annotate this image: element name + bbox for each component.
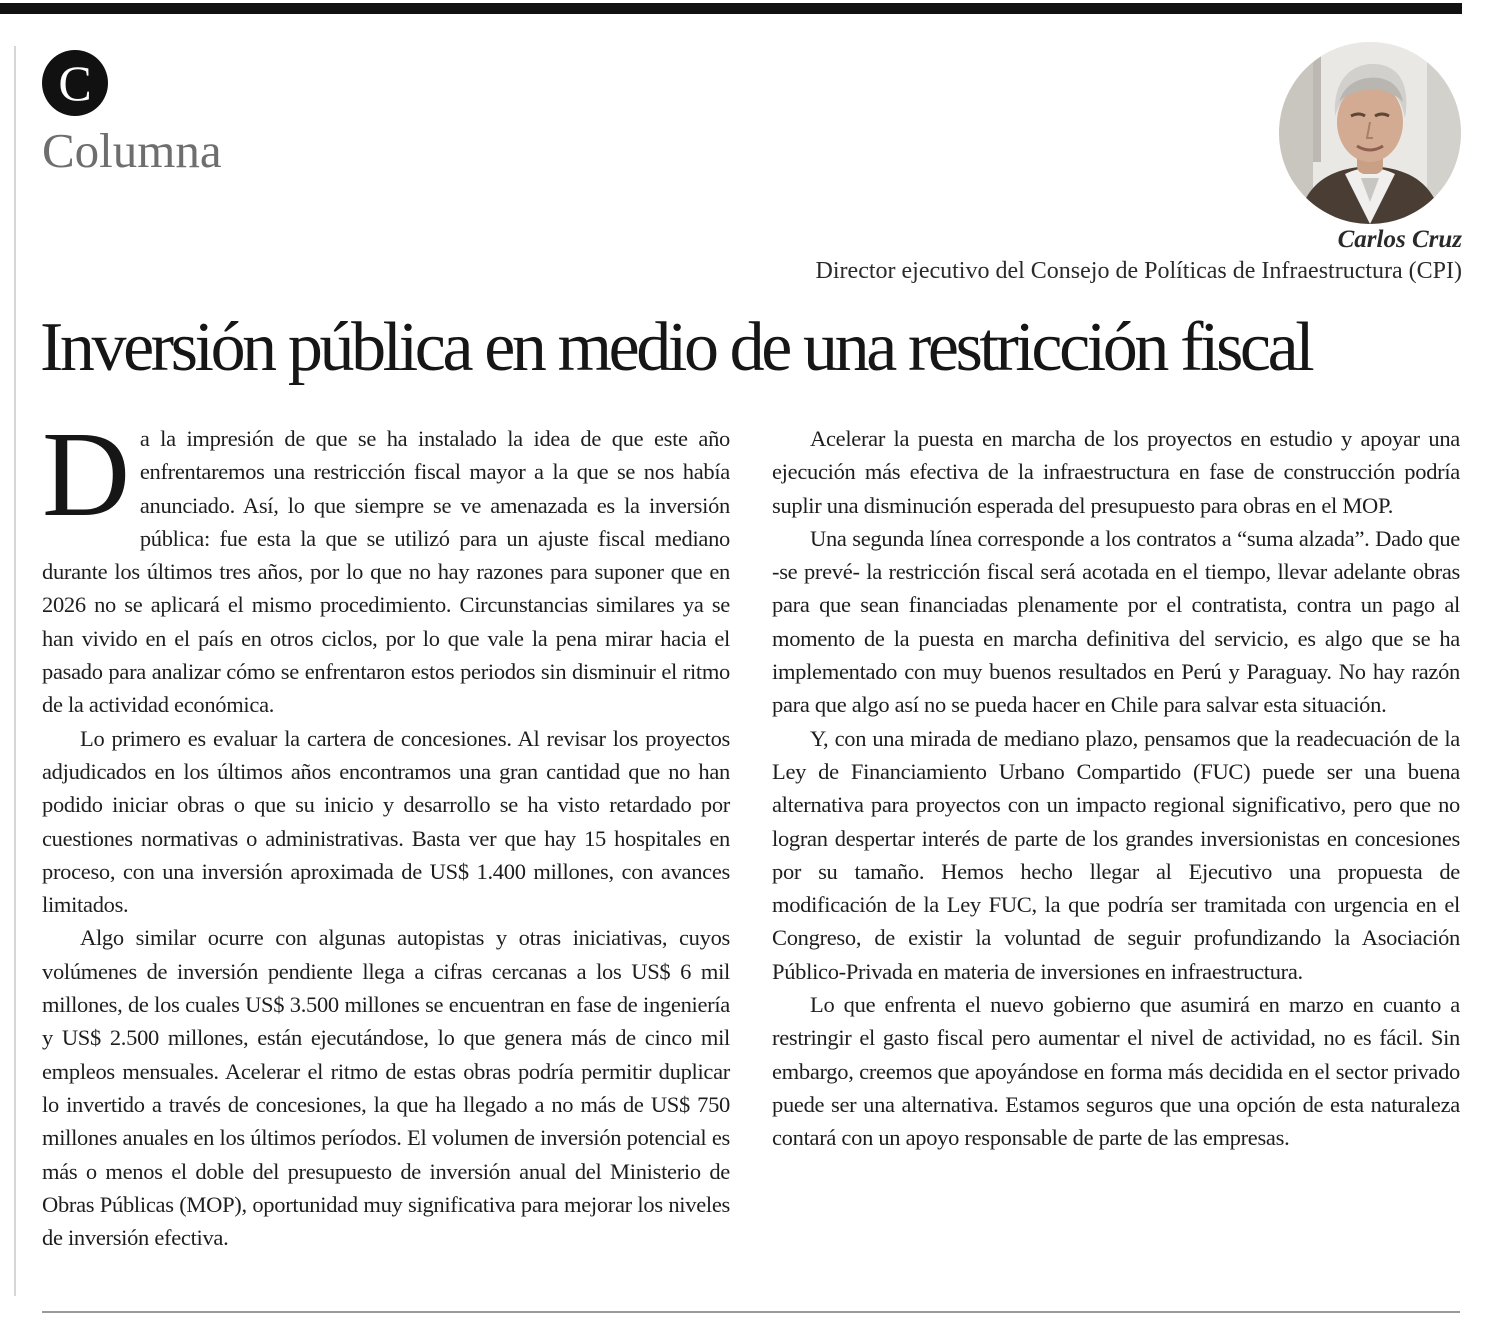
article-paragraph-6: Y, con una mirada de mediano plazo, pensamos que la readecuación de la Ley de Financiamiento Urbano Compartido (FUC) puede ser una buena alternativa para proyectos con un impacto regional significativo, pero que no logran despertar interés de parte de los grandes inversionistas en concesiones por su tamaño. Hemos hecho llegar al Ejecutivo una propuesta de modificación de la Ley FUC, la que podría ser tramitada con urgencia en el Congreso, de existir la voluntad de seguir profundizando la Asociación Público-Privada en materia de inversiones en infraestructura. — [772, 725, 1460, 984]
article-paragraph-4: Acelerar la puesta en marcha de los proyectos en estudio y apoyar una ejecución más efectiva de la infraestructura en fase de construcción podría suplir una disminución esperada del presupuesto para obras en el MOP. — [772, 426, 1460, 518]
dropcap: D — [42, 407, 130, 542]
article-paragraph-3: Algo similar ocurre con algunas autopistas y otras iniciativas, cuyos volúmenes de inversión pendiente llega a cifras cercanas a los US$ 6 mil millones, de los cuales US$ 3.500 millones se encuentran en fase de ingeniería y US$ 2.500 millones, están ejecutándose, lo que genera más de cinco mil empleos mensuales. Acelerar el ritmo de estas obras podría permitir duplicar lo invertido a través de concesiones, la que ha llegado a no más de US$ 750 millones anuales en los últimos períodos. El volumen de inversión potencial es más o menos el doble del presupuesto de inversión anual del Ministerio de Obras Públicas (MOP), oportunidad muy significativa para mejorar los niveles de inversión efectiva. — [42, 925, 730, 1251]
portrait-illustration — [1279, 42, 1461, 224]
column-badge: C — [42, 50, 108, 116]
section-label: Columna — [42, 123, 222, 178]
author-role: Director ejecutivo del Consejo de Políticas de Infraestructura (CPI) — [815, 258, 1462, 284]
top-rule — [0, 3, 1462, 14]
article-paragraph-1 — [42, 407, 730, 722]
paragraph-1-text: a la impresión de que se ha instalado la idea de que este año enfrentaremos una restricción fiscal mayor a la que se nos había anunciado. Así, lo que siempre se ve amenazada es la inversión pública: fue esta la que se utilizó para un ajuste fiscal mediano durante los últimos tres años, por lo que no hay razones para suponer que en 2026 no se aplicará el mismo procedimiento. Circunstancias similares ya se han vivido en el país en otros ciclos, por lo que vale la pena mirar hacia el pasado para analizar cómo se enfrentaron estos periodos sin disminuir el ritmo de la actividad económica. — [42, 426, 730, 718]
headline: Inversión pública en medio de una restricción fiscal — [40, 309, 1312, 386]
article-column-right — [772, 422, 1460, 1155]
article-paragraph-5: Una segunda línea corresponde a los contratos a “suma alzada”. Dado que -se prevé- la restricción fiscal será acotada en el tiempo, llevar adelante obras para que sean financiadas plenamente por el contratista, contra un pago al momento de la puesta en marcha definitiva del servicio, es algo que se ha implementado con muy buenos resultados en Perú y Paraguay. No hay razón para que algo así no se pueda hacer en Chile para salvar esta situación. — [772, 525, 1460, 718]
article-column-left — [42, 407, 730, 1254]
bottom-rule — [42, 1311, 1460, 1313]
left-margin-rule — [14, 46, 16, 1296]
author-portrait-icon — [1279, 42, 1461, 224]
article-paragraph-7: Lo que enfrenta el nuevo gobierno que asumirá en marzo en cuanto a restringir el gasto fiscal pero aumentar el nivel de actividad, no es fácil. Sin embargo, creemos que apoyándose en forma más decidida en el sector privado puede ser una alternativa. Estamos seguros que una opción de esta naturaleza contará con un apoyo responsable de parte de las empresas. — [772, 992, 1460, 1151]
article-paragraph-2: Lo primero es evaluar la cartera de concesiones. Al revisar los proyectos adjudicados en los últimos años encontramos una gran cantidad que no han podido iniciar obras o que su inicio y desarrollo se ha visto retardado por cuestiones normativas o administrativas. Basta ver que hay 15 hospitales en proceso, con una inversión aproximada de US$ 1.400 millones, con avances limitados. — [42, 725, 730, 918]
author-name: Carlos Cruz — [1337, 226, 1462, 253]
